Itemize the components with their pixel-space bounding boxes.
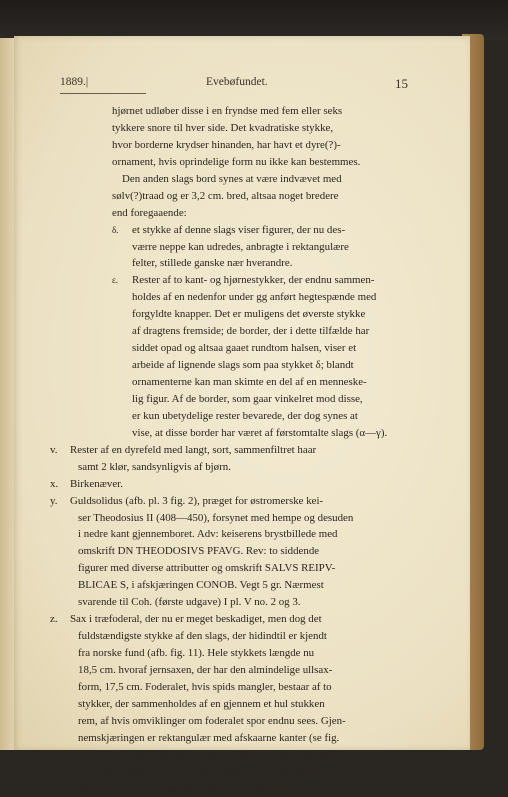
text-line	[50, 103, 446, 120]
text-line	[50, 425, 446, 442]
text-line	[50, 239, 446, 256]
text-line	[50, 679, 446, 696]
line-text: Sax i træfoderal, der nu er meget beskadiget, men dog det	[70, 613, 322, 625]
line-text: ser Theodosius II (408—450), forsynet med hempe og desuden	[78, 512, 353, 524]
text-line	[50, 662, 446, 679]
line-text: hjørnet udløber disse i en fryndse med fem eller seks	[112, 105, 342, 117]
line-text: fine linjer langs hver kant. Øvre ende er afrundet. Materi-	[78, 766, 329, 778]
page-number: 15	[395, 76, 408, 92]
text-line	[50, 222, 446, 239]
text-line	[50, 289, 446, 306]
line-text: fra norske fund (afb. fig. 11). Hele stykkets længde nu	[78, 647, 314, 659]
line-text: er kun ubetydelige rester bevarede, der dog synes at	[132, 410, 358, 422]
text-line	[50, 781, 446, 797]
line-text: stykker, der sammenholdes af en gjennem et hul stukken	[78, 698, 325, 710]
line-text: tykkere snore til hver side. Det kvadratiske stykke,	[112, 122, 333, 134]
text-line	[50, 747, 446, 764]
line-text: lig figur. Af de border, som gaar vinkelret mod disse,	[132, 393, 363, 405]
line-text: ornamenterne kan man skimte en del af en menneske-	[132, 376, 367, 388]
text-line	[50, 442, 446, 459]
line-text: Birkenæver.	[70, 478, 123, 490]
line-text: arbeide af lignende slags som paa stykket δ; blandt	[132, 359, 354, 371]
item-label: v.	[50, 442, 70, 459]
line-text: fuldstændigste stykke af den slags, der hidindtil er kjendt	[78, 630, 327, 642]
line-text: 18,5 cm. hvoraf jernsaxen, der har den almindelige ullsax-	[78, 664, 332, 676]
line-text: end foregaaende:	[112, 207, 187, 219]
line-text: samt 2 klør, sandsynligvis af bjørn.	[78, 461, 231, 473]
book-page	[14, 36, 470, 750]
text-line	[50, 526, 446, 543]
text-line	[50, 272, 446, 289]
line-text: hvor borderne krydser hinanden, har havt et dyre(?)-	[112, 139, 341, 151]
running-header	[60, 76, 408, 94]
text-line	[50, 188, 446, 205]
line-text: rem, af hvis omviklinger om foderalet spor endnu sees. Gjen-	[78, 715, 346, 727]
line-text: Rester af to kant- og hjørnestykker, der endnu sammen-	[132, 274, 374, 286]
line-text: i nedre kant gjennemboret. Adv: keiserens brystbillede med	[78, 528, 338, 540]
text-line	[50, 306, 446, 323]
text-line	[50, 696, 446, 713]
line-text: Den anden slags bord synes at være indvævet med	[122, 173, 342, 185]
backdrop	[0, 0, 508, 40]
line-text: siddet opad og altsaa gaaet rundtom halsen, viser et	[132, 342, 356, 354]
text-line	[50, 391, 446, 408]
text-line	[50, 628, 446, 645]
line-text: svarende til Coh. (første udgave) I pl. V no. 2 og 3.	[78, 596, 301, 608]
line-text: figurer med diverse attributter og omskrift SALVS REIPV-	[78, 562, 335, 574]
text-line	[50, 374, 446, 391]
line-text: omskrift DN THEODOSIVS PFAVG. Rev: to siddende	[78, 545, 319, 557]
item-label: z.	[50, 611, 70, 628]
text-line	[50, 476, 446, 493]
line-text: et stykke af denne slags viser figurer, der nu des-	[132, 224, 345, 236]
text-line	[50, 171, 446, 188]
line-text: forgyldte knapper. Det er muligens det øverste stykke	[132, 308, 365, 320]
line-text: ornament, hvis oprindelige form nu ikke kan bestemmes.	[112, 156, 360, 168]
line-text: form, 17,5 cm. Foderalet, hvis spids mangler, bestaar af to	[78, 681, 332, 693]
line-text: vise, at disse border har været af førstomtalte slags (α—γ).	[132, 427, 387, 439]
line-text: Guldsolidus (afb. pl. 3 fig. 2), præget for østromerske kei-	[70, 495, 323, 507]
text-line	[50, 713, 446, 730]
line-text: værre neppe kan udredes, anbragte i rektangulære	[132, 241, 349, 253]
text-line	[50, 730, 446, 747]
line-text: alet er løvtræ, men kan ikke nærmere bestemmes.	[78, 783, 294, 795]
text-line	[50, 154, 446, 171]
text-line	[50, 611, 446, 628]
line-text: nemskjæringen er rektangulær med afskaarne kanter (se fig.	[78, 732, 339, 744]
line-text: af dragtens fremside; de border, der i dette tilfælde har	[132, 325, 369, 337]
line-text: holdes af en nedenfor under gg anført hegtespænde med	[132, 291, 376, 303]
text-line	[50, 645, 446, 662]
text-line	[50, 357, 446, 374]
text-line	[50, 255, 446, 272]
text-line	[50, 120, 446, 137]
item-label: δ.	[112, 222, 132, 239]
header-rule	[60, 93, 146, 94]
line-text: sølv(?)traad og er 3,2 cm. bred, altsaa noget bredere	[112, 190, 339, 202]
text-line	[50, 137, 446, 154]
item-label: x.	[50, 476, 70, 493]
line-text: 11); de saaledes opkomne smale skraasider er prydede med to	[78, 749, 347, 761]
text-line	[50, 459, 446, 476]
header-title: Evebøfundet.	[206, 76, 268, 88]
item-label: y.	[50, 493, 70, 510]
text-line	[50, 543, 446, 560]
text-line	[50, 577, 446, 594]
body-text	[50, 103, 446, 797]
line-text: Rester af en dyrefeld med langt, sort, sammenfiltret haar	[70, 444, 316, 456]
text-line	[50, 493, 446, 510]
text-line	[50, 205, 446, 222]
text-line	[50, 560, 446, 577]
line-text: felter, stillede ganske nær hverandre.	[132, 257, 292, 269]
header-year: 1889.|	[60, 76, 88, 88]
text-line	[50, 340, 446, 357]
text-line	[50, 510, 446, 527]
text-line	[50, 408, 446, 425]
item-label: ε.	[112, 272, 132, 289]
line-text: BLICAE S, i afskjæringen CONOB. Vegt 5 gr. Nærmest	[78, 579, 324, 591]
text-line	[50, 594, 446, 611]
text-line	[50, 764, 446, 781]
text-line	[50, 323, 446, 340]
